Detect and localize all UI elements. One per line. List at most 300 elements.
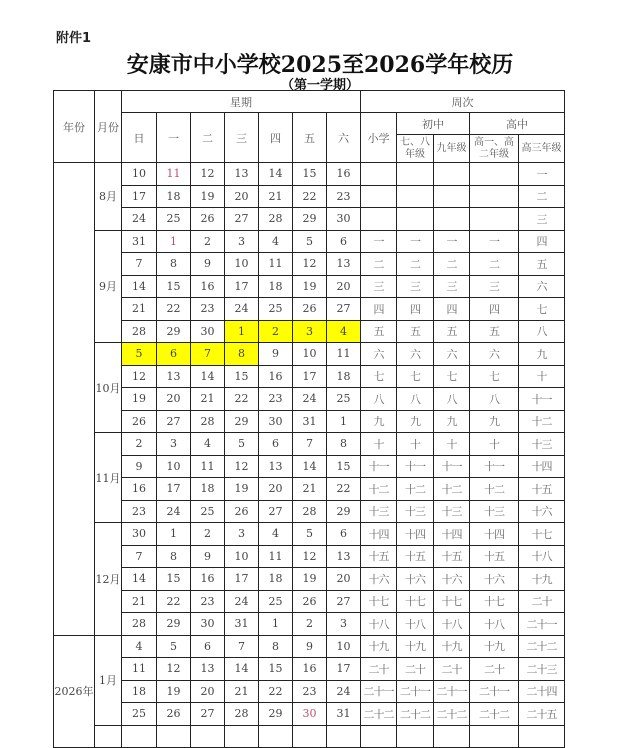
day-cell-tue: 19 [191, 185, 225, 208]
day-cell-mon: 8 [157, 545, 191, 568]
day-cell-thu: 4 [259, 230, 293, 253]
week-primary: 十六 [361, 568, 397, 591]
day-cell-sun: 7 [122, 545, 157, 568]
day-cell-sun: 14 [122, 568, 157, 591]
day-cell-tue: 20 [191, 680, 225, 703]
week-primary: 三 [361, 275, 397, 298]
week-senior-12: 十一 [470, 455, 519, 478]
week-junior-78: 十九 [397, 635, 434, 658]
day-cell-sat: 22 [327, 478, 361, 501]
day-cell-tue: 23 [191, 298, 225, 321]
week-junior-78: 十八 [397, 613, 434, 636]
week-senior-3: 十 [519, 365, 565, 388]
week-senior-12: 十七 [470, 590, 519, 613]
day-cell-sun: 11 [122, 658, 157, 681]
day-cell-wed: 22 [225, 388, 259, 411]
day-cell-wed: 10 [225, 545, 259, 568]
day-cell-thu: 1 [259, 613, 293, 636]
header-weekday-wed: 三 [225, 113, 259, 163]
day-cell-tue: 12 [191, 163, 225, 186]
day-cell-fri: 22 [293, 185, 327, 208]
calendar-week-row [54, 568, 565, 591]
header-weekday-mon: 一 [157, 113, 191, 163]
day-cell-sat: 20 [327, 568, 361, 591]
empty-cell [470, 725, 519, 748]
calendar-week-row [54, 725, 565, 748]
day-cell-mon: 15 [157, 568, 191, 591]
day-cell-sat: 4 [327, 320, 361, 343]
day-cell-fri: 15 [293, 163, 327, 186]
day-cell-tue: 16 [191, 275, 225, 298]
day-cell-sat: 6 [327, 523, 361, 546]
calendar-week-row [54, 410, 565, 433]
week-junior-78: 十二 [397, 478, 434, 501]
week-senior-12 [470, 185, 519, 208]
week-senior-3: 十二 [519, 410, 565, 433]
day-cell-tue: 6 [191, 635, 225, 658]
month-cell: 12月 [95, 523, 122, 636]
day-cell-fri: 9 [293, 635, 327, 658]
week-primary: 十一 [361, 455, 397, 478]
week-junior-78: 一 [397, 230, 434, 253]
day-cell-mon: 10 [157, 455, 191, 478]
day-cell-thu: 16 [259, 365, 293, 388]
day-cell-tue: 23 [191, 590, 225, 613]
day-cell-sat: 15 [327, 455, 361, 478]
week-senior-3: 七 [519, 298, 565, 321]
day-cell-fri: 14 [293, 455, 327, 478]
week-senior-12: 一 [470, 230, 519, 253]
day-cell-wed: 12 [225, 455, 259, 478]
week-senior-3: 十七 [519, 523, 565, 546]
day-cell-mon: 11 [157, 163, 191, 186]
week-senior-3: 二十四 [519, 680, 565, 703]
header-weekday-tue: 二 [191, 113, 225, 163]
day-cell-sun: 31 [122, 230, 157, 253]
week-junior-78 [397, 185, 434, 208]
calendar-week-row [54, 680, 565, 703]
week-senior-12: 九 [470, 410, 519, 433]
day-cell-sun: 28 [122, 320, 157, 343]
day-cell-thu: 25 [259, 590, 293, 613]
header-junior-group: 初中 [397, 113, 470, 135]
day-cell-mon: 20 [157, 388, 191, 411]
empty-cell [259, 725, 293, 748]
day-cell-thu: 22 [259, 680, 293, 703]
week-junior-9: 十五 [434, 545, 470, 568]
week-senior-12: 十五 [470, 545, 519, 568]
week-junior-78: 二十 [397, 658, 434, 681]
day-cell-mon: 13 [157, 365, 191, 388]
page-subtitle: （第一学期） [280, 78, 359, 93]
day-cell-sun: 17 [122, 185, 157, 208]
day-cell-thu: 25 [259, 298, 293, 321]
week-junior-9: 十九 [434, 635, 470, 658]
day-cell-fri: 21 [293, 478, 327, 501]
week-primary [361, 185, 397, 208]
week-junior-9: 十四 [434, 523, 470, 546]
week-junior-78: 七 [397, 365, 434, 388]
week-junior-9 [434, 163, 470, 186]
week-junior-78: 十 [397, 433, 434, 456]
day-cell-sat: 29 [327, 500, 361, 523]
empty-cell [361, 725, 397, 748]
day-cell-sat: 30 [327, 208, 361, 231]
week-primary: 十八 [361, 613, 397, 636]
day-cell-sat: 13 [327, 545, 361, 568]
calendar-week-row [54, 185, 565, 208]
day-cell-sun: 7 [122, 253, 157, 276]
week-junior-78: 二十一 [397, 680, 434, 703]
header-weekday-sat: 六 [327, 113, 361, 163]
day-cell-sat: 17 [327, 658, 361, 681]
week-senior-12: 十四 [470, 523, 519, 546]
day-cell-mon: 22 [157, 590, 191, 613]
day-cell-sat: 8 [327, 433, 361, 456]
day-cell-thu: 21 [259, 185, 293, 208]
day-cell-thu: 6 [259, 433, 293, 456]
calendar-week-row [54, 343, 565, 366]
day-cell-wed: 15 [225, 365, 259, 388]
week-senior-12: 八 [470, 388, 519, 411]
week-junior-78: 十七 [397, 590, 434, 613]
week-primary: 十七 [361, 590, 397, 613]
day-cell-fri: 19 [293, 568, 327, 591]
week-senior-12: 三 [470, 275, 519, 298]
week-junior-78: 二 [397, 253, 434, 276]
empty-cell [327, 725, 361, 748]
week-senior-3: 三 [519, 208, 565, 231]
week-junior-78: 三 [397, 275, 434, 298]
week-senior-3: 二十五 [519, 703, 565, 726]
week-senior-3: 四 [519, 230, 565, 253]
day-cell-tue: 9 [191, 545, 225, 568]
day-cell-fri: 10 [293, 343, 327, 366]
header-month: 月份 [95, 91, 122, 163]
day-cell-thu: 9 [259, 343, 293, 366]
day-cell-sat: 1 [327, 410, 361, 433]
week-senior-3: 十四 [519, 455, 565, 478]
week-junior-9: 一 [434, 230, 470, 253]
empty-cell [519, 725, 565, 748]
week-junior-78: 十六 [397, 568, 434, 591]
week-senior-12: 四 [470, 298, 519, 321]
year-cell-2025 [54, 163, 95, 636]
day-cell-fri: 24 [293, 388, 327, 411]
day-cell-fri: 2 [293, 613, 327, 636]
day-cell-wed: 21 [225, 680, 259, 703]
day-cell-thu: 20 [259, 478, 293, 501]
day-cell-sat: 25 [327, 388, 361, 411]
day-cell-wed: 29 [225, 410, 259, 433]
calendar-week-row [54, 523, 565, 546]
day-cell-mon: 29 [157, 320, 191, 343]
week-junior-9: 二十 [434, 658, 470, 681]
day-cell-thu: 14 [259, 163, 293, 186]
day-cell-sat: 13 [327, 253, 361, 276]
calendar-week-row [54, 320, 565, 343]
day-cell-wed: 13 [225, 163, 259, 186]
day-cell-wed: 28 [225, 703, 259, 726]
week-senior-3: 十一 [519, 388, 565, 411]
day-cell-wed: 24 [225, 590, 259, 613]
week-junior-9: 三 [434, 275, 470, 298]
week-senior-12 [470, 163, 519, 186]
day-cell-mon: 3 [157, 433, 191, 456]
day-cell-wed: 17 [225, 275, 259, 298]
day-cell-sun: 23 [122, 500, 157, 523]
week-junior-78: 十三 [397, 500, 434, 523]
day-cell-sat: 27 [327, 298, 361, 321]
week-junior-78 [397, 208, 434, 231]
week-junior-9: 十八 [434, 613, 470, 636]
week-junior-9: 二 [434, 253, 470, 276]
week-senior-3: 十三 [519, 433, 565, 456]
day-cell-sat: 11 [327, 343, 361, 366]
week-junior-78 [397, 163, 434, 186]
calendar-week-row [54, 365, 565, 388]
calendar-week-row [54, 455, 565, 478]
week-primary: 十四 [361, 523, 397, 546]
week-primary: 二十一 [361, 680, 397, 703]
day-cell-thu: 18 [259, 568, 293, 591]
header-weekday-sun: 日 [122, 113, 157, 163]
calendar-week-row [54, 230, 565, 253]
week-senior-3: 二十三 [519, 658, 565, 681]
day-cell-wed: 8 [225, 343, 259, 366]
week-senior-3: 一 [519, 163, 565, 186]
week-senior-3: 二十一 [519, 613, 565, 636]
header-week-group: 周次 [361, 91, 565, 113]
day-cell-mon: 18 [157, 185, 191, 208]
week-senior-3: 二 [519, 185, 565, 208]
day-cell-sat: 6 [327, 230, 361, 253]
header-senior-group: 高中 [470, 113, 565, 135]
day-cell-wed: 26 [225, 500, 259, 523]
school-calendar-table [53, 90, 565, 748]
day-cell-sun: 14 [122, 275, 157, 298]
calendar-week-row [54, 253, 565, 276]
empty-cell [434, 725, 470, 748]
day-cell-tue: 13 [191, 658, 225, 681]
day-cell-tue: 16 [191, 568, 225, 591]
week-primary: 六 [361, 343, 397, 366]
day-cell-sun: 10 [122, 163, 157, 186]
calendar-week-row [54, 545, 565, 568]
day-cell-tue: 28 [191, 410, 225, 433]
day-cell-sun: 16 [122, 478, 157, 501]
day-cell-tue: 26 [191, 208, 225, 231]
calendar-week-row [54, 298, 565, 321]
week-primary: 五 [361, 320, 397, 343]
calendar-week-row [54, 500, 565, 523]
week-primary: 二十二 [361, 703, 397, 726]
week-senior-3: 二十二 [519, 635, 565, 658]
attachment-label: 附件1 [56, 31, 92, 46]
day-cell-fri: 30 [293, 703, 327, 726]
day-cell-fri: 26 [293, 590, 327, 613]
day-cell-fri: 23 [293, 680, 327, 703]
week-senior-12: 十六 [470, 568, 519, 591]
month-cell: 1月 [95, 635, 122, 725]
day-cell-thu: 11 [259, 545, 293, 568]
day-cell-sun: 21 [122, 298, 157, 321]
week-senior-12: 十九 [470, 635, 519, 658]
week-senior-3: 五 [519, 253, 565, 276]
week-primary [361, 163, 397, 186]
week-senior-3: 十五 [519, 478, 565, 501]
day-cell-sun: 21 [122, 590, 157, 613]
week-primary: 九 [361, 410, 397, 433]
day-cell-sun: 12 [122, 365, 157, 388]
week-senior-3: 十九 [519, 568, 565, 591]
week-senior-12: 五 [470, 320, 519, 343]
week-senior-12: 十三 [470, 500, 519, 523]
header-junior-78: 七、八年级 [397, 135, 434, 163]
day-cell-sat: 18 [327, 365, 361, 388]
week-junior-9: 二十一 [434, 680, 470, 703]
calendar-week-row [54, 388, 565, 411]
day-cell-wed: 31 [225, 613, 259, 636]
week-junior-78: 九 [397, 410, 434, 433]
week-junior-9: 十二 [434, 478, 470, 501]
day-cell-tue: 14 [191, 365, 225, 388]
header-weekday-thu: 四 [259, 113, 293, 163]
day-cell-wed: 27 [225, 208, 259, 231]
day-cell-tue: 18 [191, 478, 225, 501]
day-cell-fri: 26 [293, 298, 327, 321]
week-senior-3: 九 [519, 343, 565, 366]
day-cell-sun: 19 [122, 388, 157, 411]
day-cell-tue: 21 [191, 388, 225, 411]
week-junior-9: 六 [434, 343, 470, 366]
week-junior-78: 八 [397, 388, 434, 411]
day-cell-mon: 12 [157, 658, 191, 681]
week-primary: 十九 [361, 635, 397, 658]
week-junior-78: 十四 [397, 523, 434, 546]
day-cell-thu: 4 [259, 523, 293, 546]
day-cell-sun: 26 [122, 410, 157, 433]
day-cell-fri: 12 [293, 545, 327, 568]
week-junior-9: 七 [434, 365, 470, 388]
week-primary: 十二 [361, 478, 397, 501]
calendar-week-row [54, 703, 565, 726]
day-cell-tue: 2 [191, 523, 225, 546]
day-cell-wed: 3 [225, 523, 259, 546]
header-senior-12: 高一、高二年级 [470, 135, 519, 163]
day-cell-mon: 22 [157, 298, 191, 321]
week-primary: 四 [361, 298, 397, 321]
header-junior-9: 九年级 [434, 135, 470, 163]
week-junior-78: 六 [397, 343, 434, 366]
day-cell-tue: 11 [191, 455, 225, 478]
week-primary: 十 [361, 433, 397, 456]
day-cell-thu: 30 [259, 410, 293, 433]
week-senior-12: 十二 [470, 478, 519, 501]
header-senior-3: 高三年级 [519, 135, 565, 163]
day-cell-wed: 5 [225, 433, 259, 456]
day-cell-wed: 3 [225, 230, 259, 253]
day-cell-tue: 30 [191, 613, 225, 636]
day-cell-mon: 26 [157, 703, 191, 726]
week-primary: 七 [361, 365, 397, 388]
day-cell-wed: 1 [225, 320, 259, 343]
week-junior-78: 四 [397, 298, 434, 321]
day-cell-sun: 2 [122, 433, 157, 456]
calendar-week-row [54, 433, 565, 456]
week-senior-12: 二十一 [470, 680, 519, 703]
year-cell-2026: 2026年 [54, 635, 95, 748]
week-senior-12 [470, 208, 519, 231]
day-cell-sat: 31 [327, 703, 361, 726]
week-senior-3: 六 [519, 275, 565, 298]
day-cell-thu: 2 [259, 320, 293, 343]
day-cell-wed: 7 [225, 635, 259, 658]
week-junior-9: 十三 [434, 500, 470, 523]
week-junior-9 [434, 208, 470, 231]
calendar-week-row [54, 478, 565, 501]
empty-cell [122, 725, 157, 748]
day-cell-wed: 10 [225, 253, 259, 276]
day-cell-mon: 6 [157, 343, 191, 366]
week-primary: 一 [361, 230, 397, 253]
week-senior-12: 二十 [470, 658, 519, 681]
day-cell-fri: 5 [293, 523, 327, 546]
month-cell: 11月 [95, 433, 122, 523]
week-senior-3: 二十 [519, 590, 565, 613]
week-senior-12: 十 [470, 433, 519, 456]
empty-cell [293, 725, 327, 748]
day-cell-thu: 11 [259, 253, 293, 276]
day-cell-thu: 27 [259, 500, 293, 523]
week-junior-9: 四 [434, 298, 470, 321]
day-cell-fri: 5 [293, 230, 327, 253]
week-senior-12: 十八 [470, 613, 519, 636]
day-cell-tue: 7 [191, 343, 225, 366]
day-cell-mon: 5 [157, 635, 191, 658]
week-primary: 八 [361, 388, 397, 411]
week-senior-3: 八 [519, 320, 565, 343]
day-cell-fri: 31 [293, 410, 327, 433]
month-cell: 8月 [95, 163, 122, 231]
day-cell-sun: 28 [122, 613, 157, 636]
week-junior-9: 八 [434, 388, 470, 411]
week-primary: 十五 [361, 545, 397, 568]
day-cell-sat: 23 [327, 185, 361, 208]
week-junior-9 [434, 185, 470, 208]
empty-cell [191, 725, 225, 748]
day-cell-thu: 13 [259, 455, 293, 478]
week-primary [361, 208, 397, 231]
day-cell-mon: 1 [157, 230, 191, 253]
month-cell [95, 725, 122, 748]
header-year: 年份 [54, 91, 95, 163]
week-junior-78: 十一 [397, 455, 434, 478]
day-cell-sat: 10 [327, 635, 361, 658]
week-primary: 十三 [361, 500, 397, 523]
week-primary: 二十 [361, 658, 397, 681]
day-cell-fri: 19 [293, 275, 327, 298]
day-cell-thu: 29 [259, 703, 293, 726]
day-cell-thu: 8 [259, 635, 293, 658]
day-cell-sat: 20 [327, 275, 361, 298]
day-cell-sun: 5 [122, 343, 157, 366]
day-cell-tue: 30 [191, 320, 225, 343]
week-senior-3: 十六 [519, 500, 565, 523]
day-cell-mon: 17 [157, 478, 191, 501]
week-primary: 二 [361, 253, 397, 276]
week-junior-9: 十 [434, 433, 470, 456]
